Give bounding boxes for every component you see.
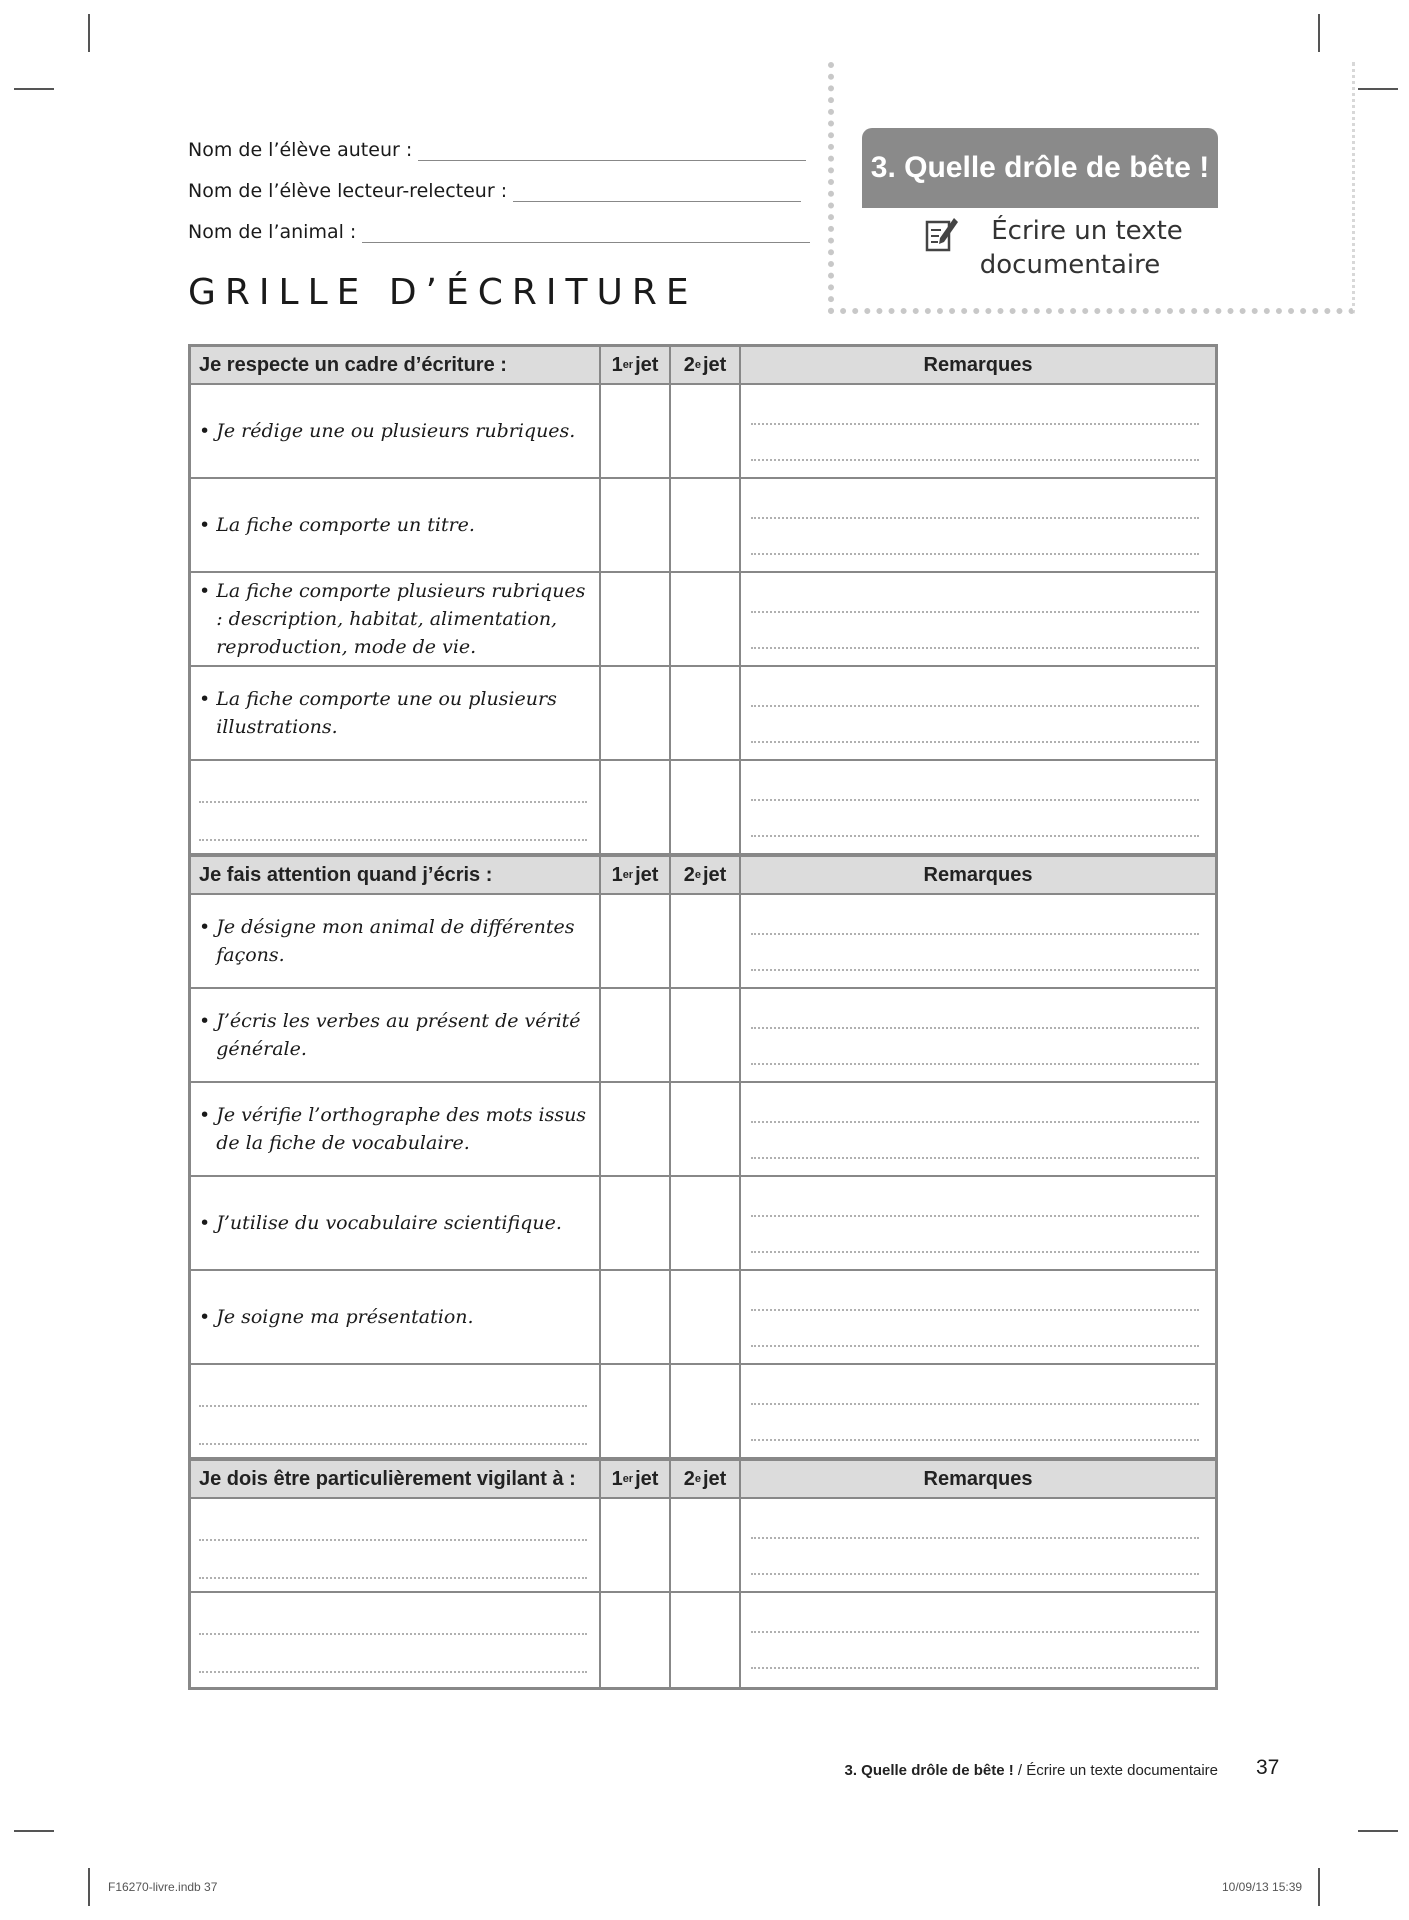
second-draft-cell[interactable]: [671, 667, 741, 759]
criterion: • J’écris les verbes au présent de vérité générale.: [191, 989, 601, 1081]
first-draft-cell[interactable]: [601, 1365, 671, 1457]
remarks-header: Remarques: [923, 863, 1033, 886]
writing-grid: [188, 344, 1218, 1690]
blank-criterion-cell[interactable]: [191, 1499, 601, 1591]
second-draft-cell[interactable]: [671, 479, 741, 571]
reader-name-line[interactable]: [513, 179, 801, 202]
first-draft-cell[interactable]: [601, 895, 671, 987]
crop-mark: [1358, 1830, 1398, 1832]
section-title: Je respecte un cadre d’écriture :: [191, 347, 601, 383]
chapter-subtitle-line1: Écrire un texte: [991, 216, 1183, 246]
criteria-row: [191, 895, 1215, 989]
first-draft-cell[interactable]: [601, 1499, 671, 1591]
author-name-field[interactable]: [188, 138, 806, 161]
criterion: • Je rédige une ou plusieurs rubriques.: [191, 385, 601, 477]
crop-mark: [14, 1830, 54, 1832]
remarks-cell[interactable]: [741, 1271, 1215, 1363]
criteria-row: [191, 1271, 1215, 1365]
remarks-header: Remarques: [923, 1467, 1033, 1490]
second-draft-header: 2 e jet: [671, 347, 741, 383]
second-draft-cell[interactable]: [671, 895, 741, 987]
page-number: 37: [1256, 1756, 1280, 1779]
animal-name-line[interactable]: [362, 220, 810, 243]
chapter-subtitle: [920, 214, 1220, 282]
reader-name-field[interactable]: [188, 179, 801, 202]
first-draft-header: 1 er jet: [601, 1461, 671, 1497]
section-title: Je dois être particulièrement vigilant à :: [191, 1461, 601, 1497]
remarks-cell[interactable]: [741, 895, 1215, 987]
chapter-subtitle-line2: documentaire: [979, 250, 1161, 280]
second-draft-cell[interactable]: [671, 1177, 741, 1269]
criterion: • Je vérifie l’orthographe des mots issus de la fiche de vocabulaire.: [191, 1083, 601, 1175]
crop-mark: [1358, 88, 1398, 90]
first-draft-header: 1 er jet: [601, 857, 671, 893]
reader-name-label: Nom de l’élève lecteur-relecteur :: [188, 180, 508, 202]
remarks-cell[interactable]: [741, 1365, 1215, 1457]
second-draft-header: 2 e jet: [671, 857, 741, 893]
footer-separator: /: [1013, 1762, 1027, 1779]
remarks-cell[interactable]: [741, 573, 1215, 665]
slug-date: 10/09/13 15:39: [1222, 1880, 1303, 1894]
first-draft-cell[interactable]: [601, 1083, 671, 1175]
criteria-row: [191, 573, 1215, 667]
remarks-cell[interactable]: [741, 1499, 1215, 1591]
chapter-tag: 3. Quelle drôle de bête !: [862, 128, 1218, 208]
crop-mark: [1318, 1868, 1320, 1906]
footer-running-head: [845, 1762, 1219, 1779]
first-draft-cell[interactable]: [601, 1271, 671, 1363]
first-draft-cell[interactable]: [601, 989, 671, 1081]
first-draft-cell[interactable]: [601, 479, 671, 571]
second-draft-header: 2 e jet: [671, 1461, 741, 1497]
author-name-label: Nom de l’élève auteur :: [188, 139, 413, 161]
blank-criteria-row: [191, 1499, 1215, 1593]
section-header: [191, 1459, 1215, 1499]
blank-criterion-cell[interactable]: [191, 761, 601, 853]
author-name-line[interactable]: [418, 138, 806, 161]
first-draft-cell[interactable]: [601, 761, 671, 853]
blank-criterion-cell[interactable]: [191, 1365, 601, 1457]
criterion: • La fiche comporte un titre.: [191, 479, 601, 571]
criterion: • Je désigne mon animal de différentes façons.: [191, 895, 601, 987]
remarks-cell[interactable]: [741, 385, 1215, 477]
second-draft-cell[interactable]: [671, 989, 741, 1081]
first-draft-cell[interactable]: [601, 667, 671, 759]
remarks-cell[interactable]: [741, 761, 1215, 853]
criterion: • La fiche comporte une ou plusieurs illustrations.: [191, 667, 601, 759]
second-draft-cell[interactable]: [671, 1365, 741, 1457]
first-draft-cell[interactable]: [601, 1177, 671, 1269]
criteria-row: [191, 385, 1215, 479]
remarks-cell[interactable]: [741, 989, 1215, 1081]
second-draft-cell[interactable]: [671, 1499, 741, 1591]
blank-criteria-row: [191, 761, 1215, 855]
page-title: GRILLE D’ÉCRITURE: [188, 272, 698, 313]
first-draft-cell[interactable]: [601, 573, 671, 665]
remarks-cell[interactable]: [741, 667, 1215, 759]
remarks-cell[interactable]: [741, 479, 1215, 571]
criteria-row: [191, 1083, 1215, 1177]
blank-criteria-row: [191, 1365, 1215, 1459]
second-draft-cell[interactable]: [671, 1083, 741, 1175]
remarks-cell[interactable]: [741, 1083, 1215, 1175]
footer-topic: Écrire un texte documentaire: [1026, 1762, 1218, 1779]
slug-file: F16270-livre.indb 37: [108, 1880, 218, 1894]
criteria-row: [191, 1177, 1215, 1271]
criteria-row: [191, 667, 1215, 761]
second-draft-cell[interactable]: [671, 385, 741, 477]
section-header: [191, 855, 1215, 895]
crop-mark: [1318, 14, 1320, 52]
crop-mark: [14, 88, 54, 90]
criteria-row: [191, 989, 1215, 1083]
second-draft-cell[interactable]: [671, 573, 741, 665]
animal-name-label: Nom de l’animal :: [188, 221, 357, 243]
second-draft-cell[interactable]: [671, 1271, 741, 1363]
second-draft-cell[interactable]: [671, 1593, 741, 1687]
remarks-cell[interactable]: [741, 1593, 1215, 1687]
criteria-row: [191, 479, 1215, 573]
section-header: [191, 347, 1215, 385]
criterion: • J’utilise du vocabulaire scientifique.: [191, 1177, 601, 1269]
blank-criterion-cell[interactable]: [191, 1593, 601, 1687]
second-draft-cell[interactable]: [671, 761, 741, 853]
first-draft-cell[interactable]: [601, 1593, 671, 1687]
remarks-cell[interactable]: [741, 1177, 1215, 1269]
criterion: • La fiche comporte plusieurs rubriques : description, habitat, alimentation, reproduction, mode de vie.: [191, 573, 601, 665]
section-title: Je fais attention quand j’écris :: [191, 857, 601, 893]
first-draft-cell[interactable]: [601, 385, 671, 477]
criterion: • Je soigne ma présentation.: [191, 1271, 601, 1363]
first-draft-header: 1 er jet: [601, 347, 671, 383]
remarks-header: Remarques: [923, 353, 1033, 376]
crop-mark: [88, 14, 90, 52]
blank-criteria-row: [191, 1593, 1215, 1687]
footer-chapter: 3. Quelle drôle de bête !: [844, 1762, 1014, 1779]
animal-name-field[interactable]: [188, 220, 810, 243]
crop-mark: [88, 1868, 90, 1906]
